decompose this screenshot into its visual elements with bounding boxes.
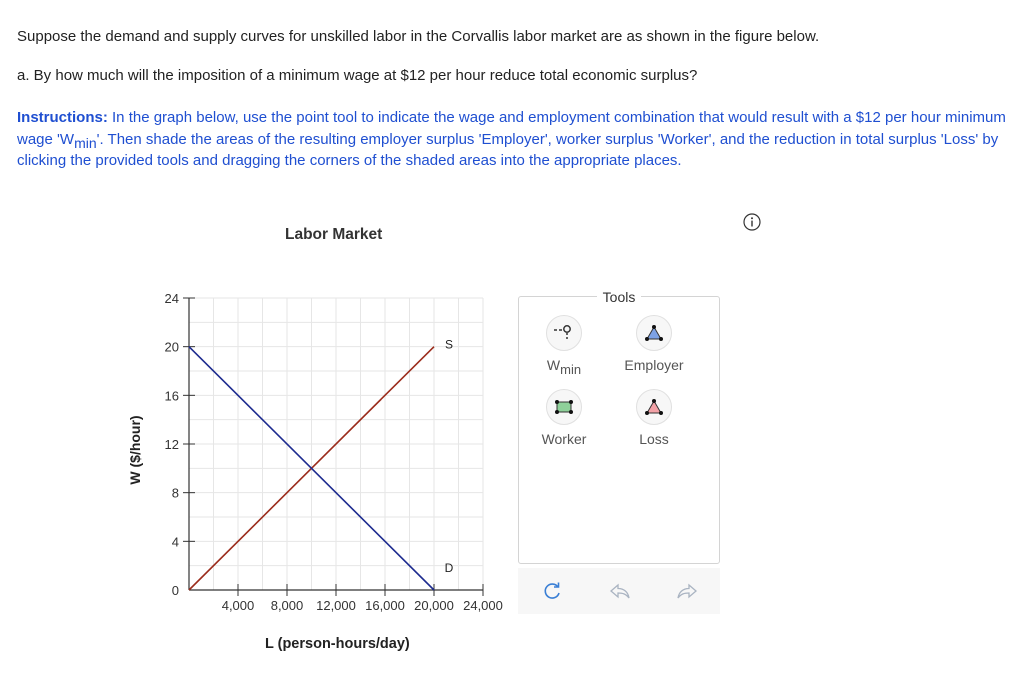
tools-panel bbox=[518, 289, 720, 564]
point-tool-icon[interactable] bbox=[546, 315, 582, 351]
employer-tool-label: Employer bbox=[624, 357, 684, 373]
tools-title: Tools bbox=[597, 289, 642, 305]
green-polygon-icon[interactable] bbox=[546, 389, 582, 425]
red-triangle-icon[interactable] bbox=[636, 389, 672, 425]
redo-icon[interactable] bbox=[675, 579, 699, 603]
y-axis-label: W ($/hour) bbox=[127, 415, 143, 485]
blue-triangle-icon[interactable] bbox=[636, 315, 672, 351]
y-tick-label: 4 bbox=[171, 534, 179, 550]
x-tick-label: 20,000 bbox=[414, 598, 454, 613]
instructions-label: Instructions: bbox=[17, 109, 108, 126]
chart-title: Labor Market bbox=[285, 226, 383, 243]
wmin-tool-sub: min bbox=[560, 362, 582, 377]
instructions-text-1: In the graph below, use the point tool to indicate the wage and employment combination that would result with a $12 per hour minimum wage 'W bbox=[17, 109, 1006, 148]
loss-tool-label: Loss bbox=[639, 431, 669, 447]
labor-market-graph[interactable] bbox=[0, 0, 520, 630]
curves[interactable] bbox=[189, 338, 454, 590]
employer-tool[interactable] bbox=[614, 315, 694, 373]
action-bar bbox=[518, 568, 720, 614]
y-tick-label: 0 bbox=[171, 583, 179, 598]
question-part-a: a. By how much will the imposition of a minimum wage at $12 per hour reduce total economic surplus? bbox=[17, 67, 698, 84]
y-tick-label: 16 bbox=[164, 388, 179, 404]
wmin-tool[interactable] bbox=[524, 315, 604, 377]
instructions-sub: min bbox=[74, 134, 97, 151]
loss-tool[interactable] bbox=[614, 389, 694, 447]
curve-label-d: D bbox=[444, 561, 454, 575]
x-tick-label: 12,000 bbox=[316, 598, 356, 613]
x-tick-label: 24,000 bbox=[463, 598, 503, 613]
undo-icon[interactable] bbox=[608, 579, 632, 603]
worker-tool[interactable] bbox=[524, 389, 604, 447]
curve-label-s: S bbox=[444, 337, 454, 352]
x-tick-label: 4,000 bbox=[221, 598, 255, 613]
x-tick-label: 8,000 bbox=[270, 598, 304, 613]
x-axis-label: L (person-hours/day) bbox=[265, 636, 410, 652]
question-intro: Suppose the demand and supply curves for unskilled labor in the Corvallis labor market are as shown in the figure below. bbox=[17, 28, 820, 45]
worker-tool-label: Worker bbox=[541, 431, 587, 447]
y-tick-label: 8 bbox=[171, 485, 179, 501]
reset-icon[interactable] bbox=[540, 579, 564, 603]
y-tick-label: 20 bbox=[164, 339, 179, 355]
wmin-tool-label: W bbox=[546, 357, 561, 373]
x-tick-label: 16,000 bbox=[365, 598, 405, 613]
y-tick-label: 24 bbox=[164, 291, 179, 306]
y-tick-label: 12 bbox=[164, 437, 179, 452]
info-icon[interactable] bbox=[743, 213, 761, 231]
instructions-text-2: '. Then shade the areas of the resulting employer surplus 'Employer', worker surplus 'Worker', and the reduction in total surplus 'Loss' by clicking the provided tools and dragging the corners of the shaded areas into the appropriate places. bbox=[17, 130, 999, 169]
